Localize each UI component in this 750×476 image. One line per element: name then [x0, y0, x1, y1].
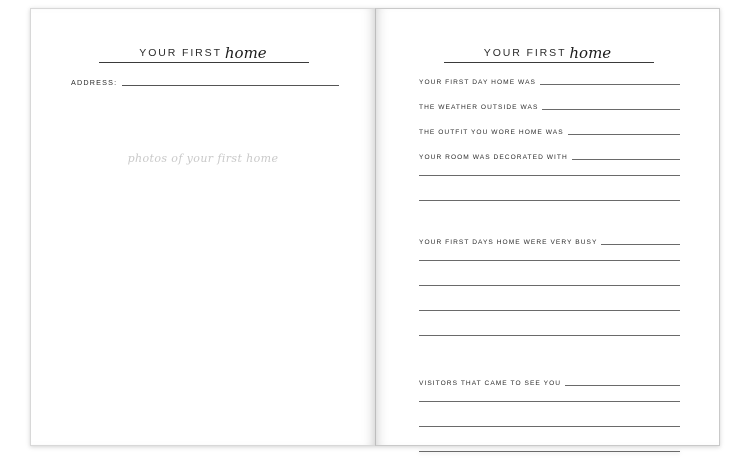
right-page [375, 8, 720, 446]
field-input-line[interactable] [572, 159, 680, 160]
field-label: THE OUTFIT YOU WORE HOME WAS [419, 129, 564, 136]
field-input-line[interactable] [419, 260, 680, 261]
form-group [419, 148, 680, 201]
form-field [419, 123, 680, 137]
section-spacer [419, 225, 680, 233]
field-input-line[interactable] [419, 451, 680, 452]
field-input-line[interactable] [419, 175, 680, 176]
field-label: YOUR FIRST DAYS HOME WERE VERY BUSY [419, 239, 598, 246]
book-spread [30, 8, 720, 446]
field-input-line[interactable] [565, 385, 680, 386]
field-input-line[interactable] [419, 335, 680, 336]
form-group [419, 98, 680, 112]
left-page [30, 8, 375, 446]
form-field [419, 98, 680, 112]
form-field [419, 233, 680, 247]
form-group [419, 233, 680, 336]
form-field [419, 73, 680, 87]
field-input-line[interactable] [419, 200, 680, 201]
section-spacer [419, 360, 680, 374]
right-page-title-caps: YOUR FIRST [483, 47, 567, 59]
field-input-line[interactable] [601, 244, 680, 245]
address-label: ADDRESS: [71, 78, 118, 87]
first-home-form [419, 73, 680, 476]
left-page-title [31, 42, 375, 61]
field-label: VISITORS THAT CAME TO SEE YOU [419, 380, 562, 387]
form-group [419, 123, 680, 137]
form-field [419, 148, 680, 162]
field-label: YOUR ROOM WAS DECORATED WITH [419, 154, 568, 161]
address-input-line[interactable] [122, 85, 339, 86]
field-input-line[interactable] [568, 134, 680, 135]
form-group [419, 73, 680, 87]
address-row [71, 78, 339, 88]
field-label: YOUR FIRST DAY HOME WAS [419, 79, 536, 86]
photo-placeholder-caption: photos of your first home [127, 152, 279, 165]
field-input-line[interactable] [419, 285, 680, 286]
field-input-line[interactable] [542, 109, 680, 110]
right-page-title [376, 42, 719, 61]
form-group [419, 374, 680, 452]
left-page-title-caps: YOUR FIRST [139, 47, 222, 59]
right-page-title-rule [444, 62, 654, 63]
field-label: THE WEATHER OUTSIDE WAS [419, 104, 539, 111]
field-input-line[interactable] [419, 310, 680, 311]
field-input-line[interactable] [419, 426, 680, 427]
left-page-title-rule [99, 62, 309, 63]
left-page-title-script: home [224, 44, 267, 62]
right-page-title-script: home [569, 44, 612, 62]
field-input-line[interactable] [419, 401, 680, 402]
field-input-line[interactable] [540, 84, 680, 85]
form-field [419, 374, 680, 388]
